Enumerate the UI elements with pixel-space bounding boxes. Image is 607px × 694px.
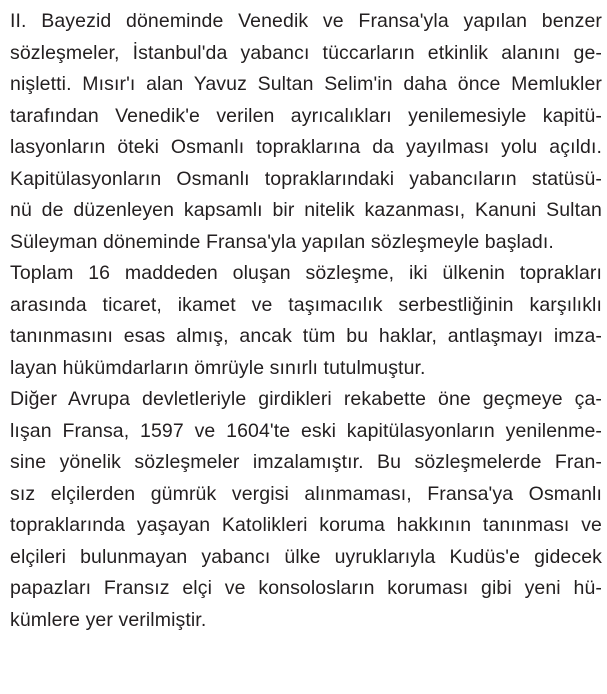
text-line: Kapitülasyonların Osmanlı topraklarındaki yabancıların statüsü- [10,167,602,190]
paragraph-3 [10,384,602,636]
text-line: sız elçilerden gümrük vergisi alınmaması, Fransa'ya Osmanlı [10,482,602,505]
paragraph-2 [10,258,602,384]
text-line: II. Bayezid döneminde Venedik ve Fransa'yla yapılan benzer [10,10,602,32]
text-line: Toplam 16 maddeden oluşan sözleşme, iki ülkenin toprakları [10,262,602,284]
text-line: Diğer Avrupa devletleriyle girdikleri rekabette öne geçmeye ça- [10,388,602,410]
text-line: papazları Fransız elçi ve konsolosların koruması gibi yeni hü- [10,577,602,599]
text-line: nişletti. Mısır'ı alan Yavuz Sultan Selim'in daha önce Memlukler [10,73,602,95]
text-line: topraklarında yaşayan Katolikleri koruma hakkının tanınması ve [10,514,602,536]
text-line: lasyonların öteki Osmanlı topraklarına da yayılması yolu açıldı. [10,136,602,158]
text-line: sözleşmeler, İstanbul'da yabancı tüccarların etkinlik alanını ge- [10,41,602,64]
text-line: kümlere yer verilmiştir. [10,608,207,631]
text-line: tarafından Venedik'e verilen ayrıcalıkları yenilemesiyle kapitü- [10,104,602,127]
text-line: sine yönelik sözleşmeler imzalamıştır. Bu sözleşmelerde Fran- [10,451,602,473]
body-text [10,6,602,636]
text-line: tanınmasını esas almış, ancak tüm bu haklar, antlaşmayı imza- [10,325,602,347]
text-line: Süleyman döneminde Fransa'yla yapılan sözleşmeyle başladı. [10,230,554,253]
text-line: elçileri bulunmayan yabancı ülke uyruklarıyla Kudüs'e gidecek [10,545,602,568]
paragraph-1 [10,6,602,258]
text-line: nü de düzenleyen kapsamlı bir nitelik kazanması, Kanuni Sultan [10,199,602,221]
text-line: layan hükümdarların ömrüyle sınırlı tutulmuştur. [10,356,426,379]
text-line: arasında ticaret, ikamet ve taşımacılık serbestliğinin karşılıklı [10,293,602,316]
text-line: lışan Fransa, 1597 ve 1604'te eski kapitülasyonların yenilenme- [10,419,602,442]
